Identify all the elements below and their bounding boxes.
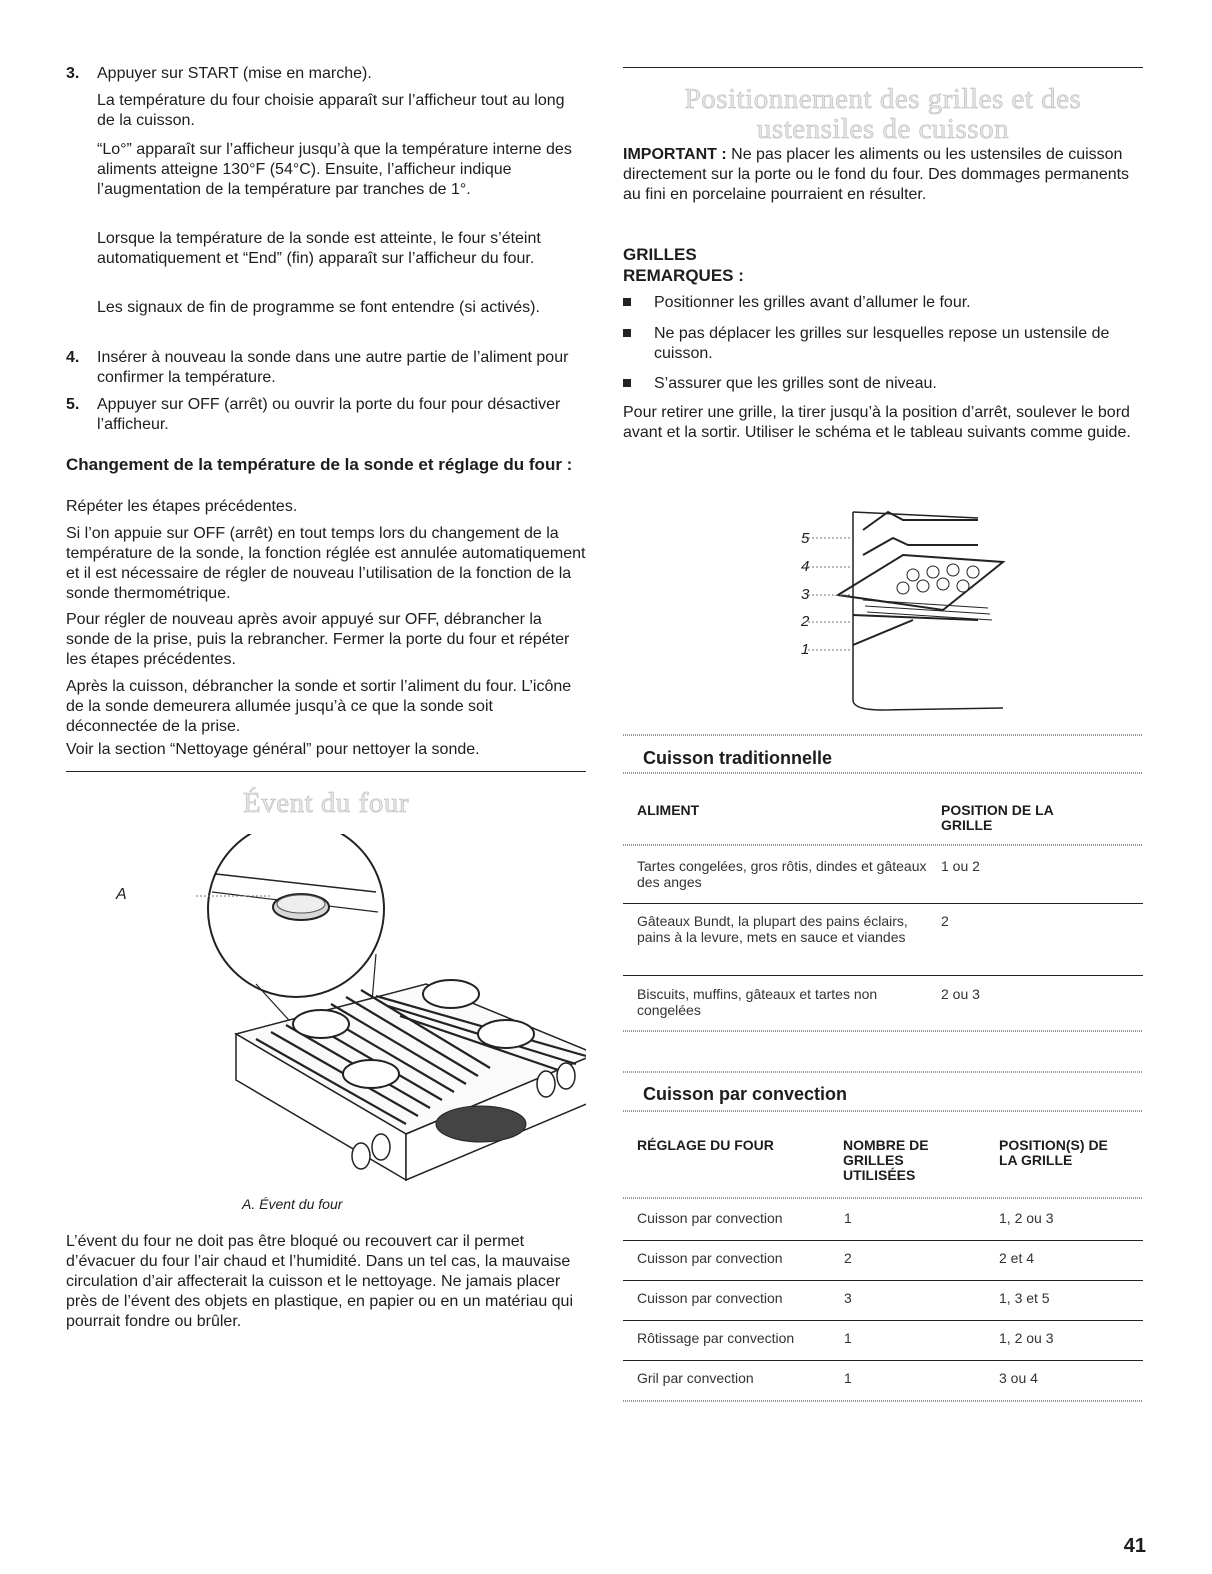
column-header: POSITION DE LA GRILLE	[941, 802, 1054, 833]
sub-paragraph-2: Si l’on appuie sur OFF (arrêt) en tout temps lors du changement de la température de la sonde, la fonction réglée est annulée automatiquement et il est nécessaire de régler de nouveau l’utilisation de la fonction de la sonde thermométrique.	[66, 525, 586, 602]
list-item: S’assurer que les grilles sont de niveau.	[623, 374, 1143, 394]
important-label: IMPORTANT :	[623, 146, 727, 163]
rack-label-3: 3	[801, 586, 810, 603]
rack-label-4: 4	[801, 558, 810, 575]
sub-paragraph-5: Voir la section “Nettoyage général” pour nettoyer la sonde.	[66, 741, 480, 758]
section-divider	[66, 771, 586, 772]
section-divider	[623, 67, 1143, 68]
subheading-probe: Changement de la température de la sonde et réglage du four :	[66, 455, 573, 474]
table-title-convection: Cuisson par convection	[643, 1084, 848, 1104]
oven-rack-illustration	[793, 500, 1033, 715]
sub-paragraph-3: Pour régler de nouveau après avoir appuyé sur OFF, débrancher la sonde de la prise, puis la rebrancher. Fermer la porte du four et répéter les étapes précédentes.	[66, 611, 570, 668]
step-3	[66, 64, 586, 84]
important-text: Ne pas placer les aliments ou les ustensiles de cuisson directement sur la porte ou le fond du four. Des dommages permanents au fini en porcelaine pourraient en résulter.	[623, 146, 1130, 203]
remarques-heading: REMARQUES :	[623, 266, 744, 285]
section-title-racks: Positionnement des grilles et des ustensiles de cuisson	[684, 83, 1082, 145]
important-paragraph	[623, 145, 1143, 205]
step3-paragraph-2: “Lo°” apparaît sur l’afficheur jusqu’à que la température interne des aliments atteigne 130°F (54°C). Ensuite, l’afficheur indique l’augmentation de la température par tranches de 1°.	[97, 141, 572, 198]
figure-caption: A. Évent du four	[242, 1196, 343, 1212]
rack-label-1: 1	[801, 641, 810, 658]
grilles-heading: GRILLES	[623, 245, 697, 264]
rack-label-5: 5	[801, 530, 810, 547]
step3-paragraph-1: La température du four choisie apparaît sur l’afficheur tout au long de la cuisson.	[97, 92, 565, 129]
list-item: Positionner les grilles avant d’allumer le four.	[623, 293, 1143, 313]
table-title-traditional: Cuisson traditionnelle	[643, 748, 833, 768]
sub-paragraph-4: Après la cuisson, débrancher la sonde et sortir l’aliment du four. L’icône de la sonde demeurera allumée jusqu’à ce que la sonde soit déconnectée de la prise.	[66, 678, 572, 735]
step-number: 5.	[66, 396, 80, 413]
sub-paragraph-1: Répéter les étapes précédentes.	[66, 498, 298, 515]
vent-paragraph: L’évent du four ne doit pas être bloqué ou recouvert car il permet d’évacuer du four l’air chaud et l’humidité. Dans un tel cas, la mauvaise circulation d’air affecterait la cuisson et le nettoyage. Ne jamais placer près de l’évent des objets en plastique, en papier ou en un matériau qui pourrait fondre ou brûler.	[66, 1233, 574, 1330]
step-text: Appuyer sur START (mise en marche).	[97, 65, 372, 82]
step-5	[66, 395, 586, 435]
rack-label-2: 2	[801, 613, 810, 630]
bullet-icon	[623, 298, 631, 306]
step-4	[66, 348, 586, 388]
bullet-icon	[623, 329, 631, 337]
step3-paragraph-3: Lorsque la température de la sonde est atteinte, le four s’éteint automatiquement et “End” (fin) apparaît sur l’afficheur du four.	[97, 230, 541, 267]
section-title-vent: Évent du four	[243, 787, 409, 819]
page-number: 41	[1123, 1535, 1146, 1557]
grille-paragraph: Pour retirer une grille, la tirer jusqu’à la position d’arrêt, soulever le bord avant et la sortir. Utiliser le schéma et le tableau suivants comme guide.	[623, 404, 1131, 441]
list-item: Ne pas déplacer les grilles sur lesquelles repose un ustensile de cuisson.	[623, 324, 1143, 364]
figure-label-a: A	[116, 886, 127, 903]
column-header: ALIMENT	[637, 802, 700, 818]
step3-paragraph-4: Les signaux de fin de programme se font entendre (si activés).	[97, 299, 540, 316]
column-header: POSITION(S) DE LA GRILLE	[999, 1137, 1108, 1168]
step-text: Appuyer sur OFF (arrêt) ou ouvrir la porte du four pour désactiver l’afficheur.	[97, 396, 561, 433]
column-header: NOMBRE DE GRILLES UTILISÉES	[843, 1137, 929, 1183]
step-number: 4.	[66, 349, 80, 366]
step-number: 3.	[66, 65, 80, 82]
cooktop-vent-illustration	[106, 834, 586, 1194]
bullet-icon	[623, 379, 631, 387]
step-text: Insérer à nouveau la sonde dans une autre partie de l’aliment pour confirmer la température.	[97, 349, 569, 386]
column-header: RÉGLAGE DU FOUR	[637, 1137, 774, 1153]
